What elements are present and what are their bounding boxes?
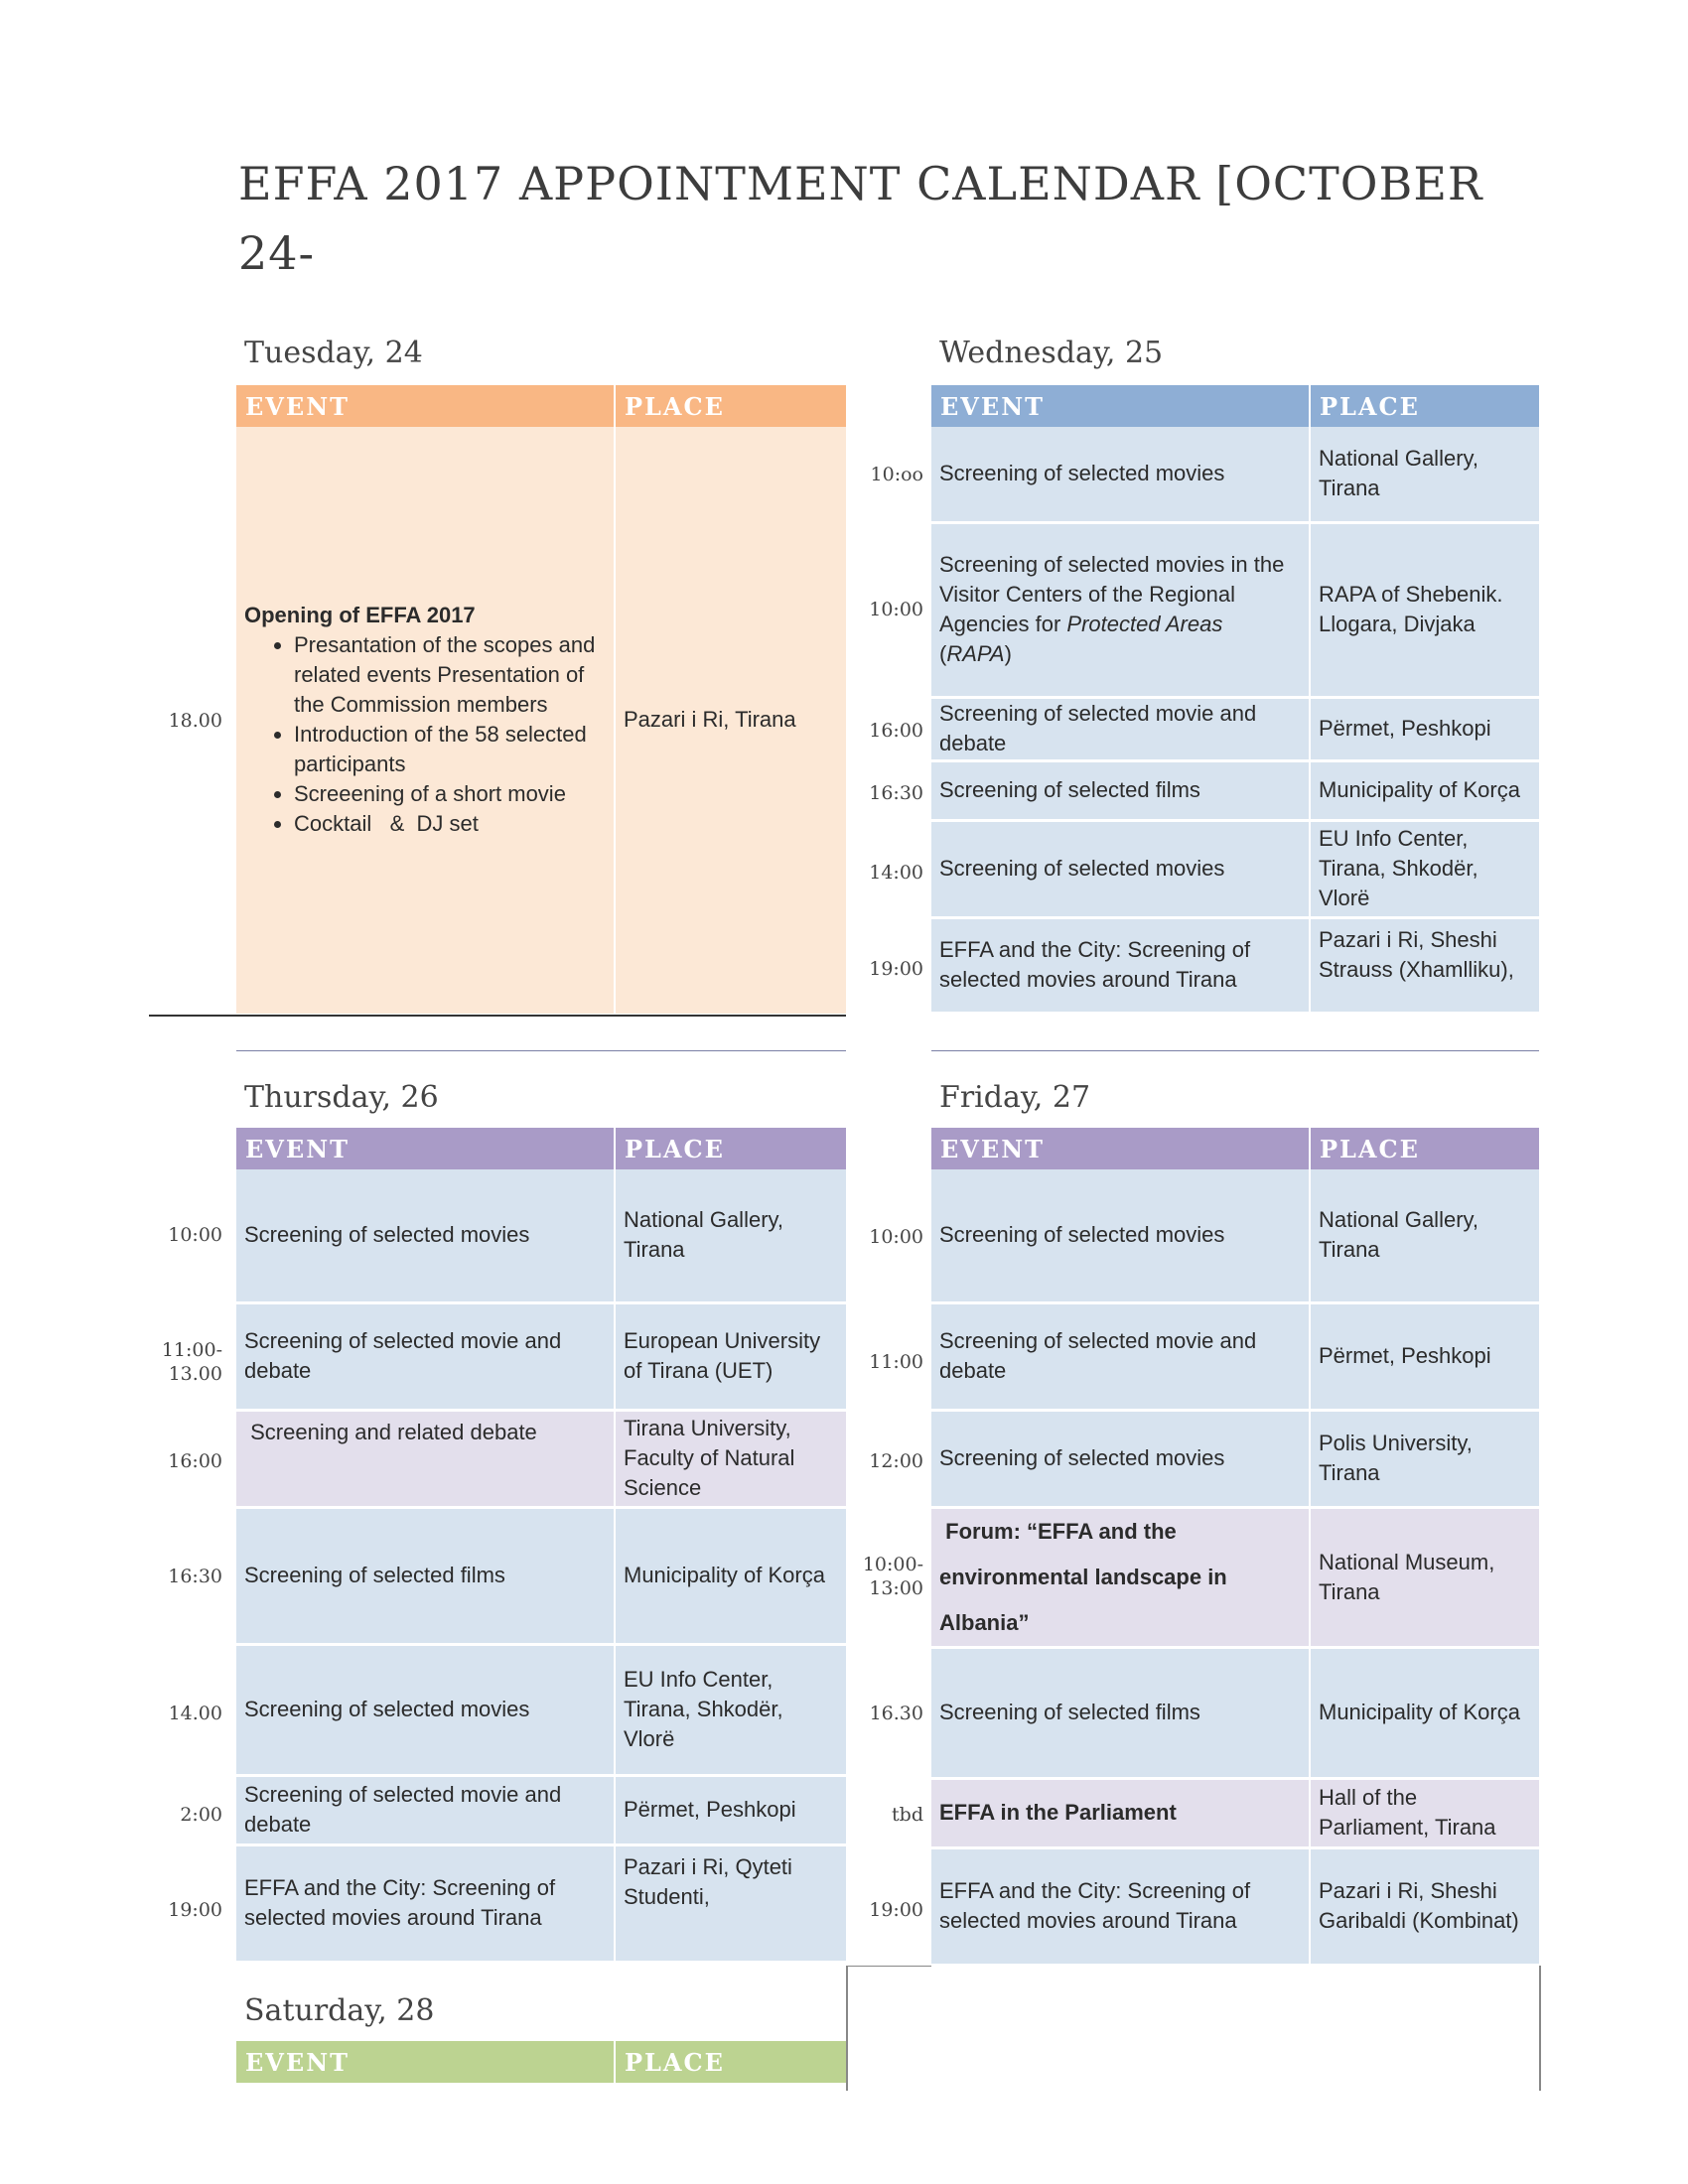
place-header: PLACE [1320, 1134, 1420, 1163]
place-cell: Municipality of Korça [1310, 1647, 1539, 1778]
place-header: PLACE [625, 2047, 725, 2077]
time-label: 18.00 [168, 710, 222, 732]
list-item: • Screeening of a short movie [294, 779, 606, 809]
tuesday-table [236, 385, 846, 1017]
day-heading-thursday: Thursday, 26 [244, 1080, 439, 1115]
place-cell: Përmet, Peshkopi [1310, 1302, 1539, 1410]
event-cell [931, 522, 1310, 697]
place-cell: Pazari i Ri, Sheshi Garibaldi (Kombinat) [1310, 1847, 1539, 1965]
event-header: EVENT [931, 385, 1310, 427]
time-label: 16:30 [168, 1566, 222, 1587]
event-text-italic: RAPA [946, 641, 1005, 666]
event-cell: Screening of selected movies [931, 820, 1310, 917]
saturday-table [236, 2041, 846, 2083]
event-title: Opening of EFFA 2017 [244, 603, 476, 628]
event-cell: EFFA and the City: Screening of selected movies around Tirana [931, 917, 1310, 1013]
place-cell: National Gallery, Tirana [615, 1169, 846, 1302]
place-cell: National Gallery, Tirana [1310, 1169, 1539, 1302]
time-label: 16:00 [168, 1450, 222, 1472]
event-cell: Screening of selected movies [236, 1644, 615, 1775]
time-label: 10:00- 13:00 [862, 1554, 923, 1599]
place-header: PLACE [625, 1134, 725, 1163]
time-label: 10:oo [870, 464, 923, 485]
place-cell: European University of Tirana (UET) [615, 1302, 846, 1410]
place-cell: Tirana University, Faculty of Natural Science [615, 1410, 846, 1507]
day-heading-friday: Friday, 27 [939, 1080, 1091, 1115]
event-cell: Screening of selected films [931, 760, 1310, 820]
place-cell: Pazari i Ri, Tirana [615, 427, 846, 1015]
place-cell: Pazari i Ri, Sheshi Strauss (Xhamlliku), [1310, 917, 1539, 1013]
time-label: 19:00 [168, 1899, 222, 1921]
event-header: EVENT [236, 2041, 615, 2083]
time-label: 10:00 [869, 599, 923, 620]
day-heading-wednesday: Wednesday, 25 [939, 336, 1164, 370]
time-label: 19:00 [869, 958, 923, 980]
event-cell: Screening of selected films [236, 1507, 615, 1644]
place-header: PLACE [1320, 391, 1420, 421]
place-cell: National Museum, Tirana [1310, 1507, 1539, 1647]
time-label: 16:30 [869, 782, 923, 804]
event-cell: Forum: “EFFA and the environmental landscape in Albania” [931, 1507, 1310, 1647]
time-label: tbd [892, 1804, 923, 1826]
divider [931, 1050, 1539, 1051]
event-cell [236, 427, 615, 1015]
time-column-wednesday [820, 427, 923, 1023]
place-cell: EU Info Center, Tirana, Shkodër, Vlorë [615, 1644, 846, 1775]
time-label: 16:00 [869, 720, 923, 742]
place-header: PLACE [625, 391, 725, 421]
time-label: 2:00 [180, 1804, 222, 1826]
list-item: • Presantation of the scopes and related events Presentation of the Commission members [294, 630, 606, 720]
time-label: 19:00 [869, 1899, 923, 1921]
time-column-thursday [119, 1169, 222, 1964]
time-column-tuesday [119, 427, 222, 1015]
event-cell: Screening of selected movies [931, 1169, 1310, 1302]
time-label: 10:00 [168, 1224, 222, 1246]
place-cell: Përmet, Peshkopi [615, 1775, 846, 1844]
event-cell: EFFA and the City: Screening of selected movies around Tirana [236, 1844, 615, 1962]
event-header: EVENT [931, 1128, 1310, 1169]
divider [846, 1966, 931, 1967]
divider [1539, 1966, 1541, 2091]
event-text: Screening of selected movies in the Visitor Centers of the Regional Agencies for [939, 552, 1285, 636]
event-cell: Screening of selected movie and debate [236, 1775, 615, 1844]
time-label: 14:00 [869, 862, 923, 884]
event-text: ( [939, 641, 947, 666]
event-cell: Screening of selected films [931, 1647, 1310, 1778]
place-cell: Hall of the Parliament, Tirana [1310, 1778, 1539, 1847]
page-title: EFFA 2017 APPOINTMENT CALENDAR [OCTOBER 24- [238, 157, 1483, 280]
place-cell: Polis University, Tirana [1310, 1410, 1539, 1507]
event-header: EVENT [236, 1128, 615, 1169]
day-heading-tuesday: Tuesday, 24 [244, 336, 423, 370]
event-cell: Screening of selected movie and debate [931, 1302, 1310, 1410]
place-cell: Municipality of Korça [1310, 760, 1539, 820]
time-label: 16.30 [869, 1703, 923, 1724]
friday-table [931, 1128, 1539, 1967]
time-column-friday [820, 1169, 923, 1964]
event-cell: Screening of selected movie and debate [236, 1302, 615, 1410]
time-label: 11:00 [869, 1351, 923, 1373]
event-cell: EFFA in the Parliament [931, 1778, 1310, 1847]
day-heading-saturday: Saturday, 28 [244, 1993, 435, 2028]
place-cell: RAPA of Shebenik. Llogara, Divjaka [1310, 522, 1539, 697]
wednesday-table [931, 385, 1539, 1015]
place-cell: Pazari i Ri, Qyteti Studenti, [615, 1844, 846, 1962]
list-item: • Introduction of the 58 selected participants [294, 720, 606, 779]
event-text-italic: Protected Areas [1066, 612, 1223, 636]
event-bullet-list [244, 630, 606, 839]
event-header: EVENT [236, 385, 615, 427]
time-label: 10:00 [869, 1226, 923, 1248]
event-cell: Screening and related debate [236, 1410, 615, 1507]
list-item: • Cocktail & DJ set [294, 809, 606, 839]
time-label: 12:00 [869, 1450, 923, 1472]
time-label: 11:00- 13.00 [161, 1339, 222, 1385]
thursday-table [236, 1128, 846, 1964]
place-cell: Përmet, Peshkopi [1310, 697, 1539, 760]
place-cell: National Gallery, Tirana [1310, 427, 1539, 522]
divider [149, 1015, 846, 1017]
event-cell: Screening of selected movies [931, 427, 1310, 522]
divider [236, 1050, 846, 1051]
event-cell: Screening of selected movie and debate [931, 697, 1310, 760]
time-label: 14.00 [168, 1703, 222, 1724]
event-text: ) [1004, 641, 1012, 666]
place-cell: Municipality of Korça [615, 1507, 846, 1644]
event-cell: Screening of selected movies [931, 1410, 1310, 1507]
divider [846, 1966, 848, 2091]
place-cell: EU Info Center, Tirana, Shkodër, Vlorë [1310, 820, 1539, 917]
event-cell: Screening of selected movies [236, 1169, 615, 1302]
event-cell: EFFA and the City: Screening of selected movies around Tirana [931, 1847, 1310, 1965]
